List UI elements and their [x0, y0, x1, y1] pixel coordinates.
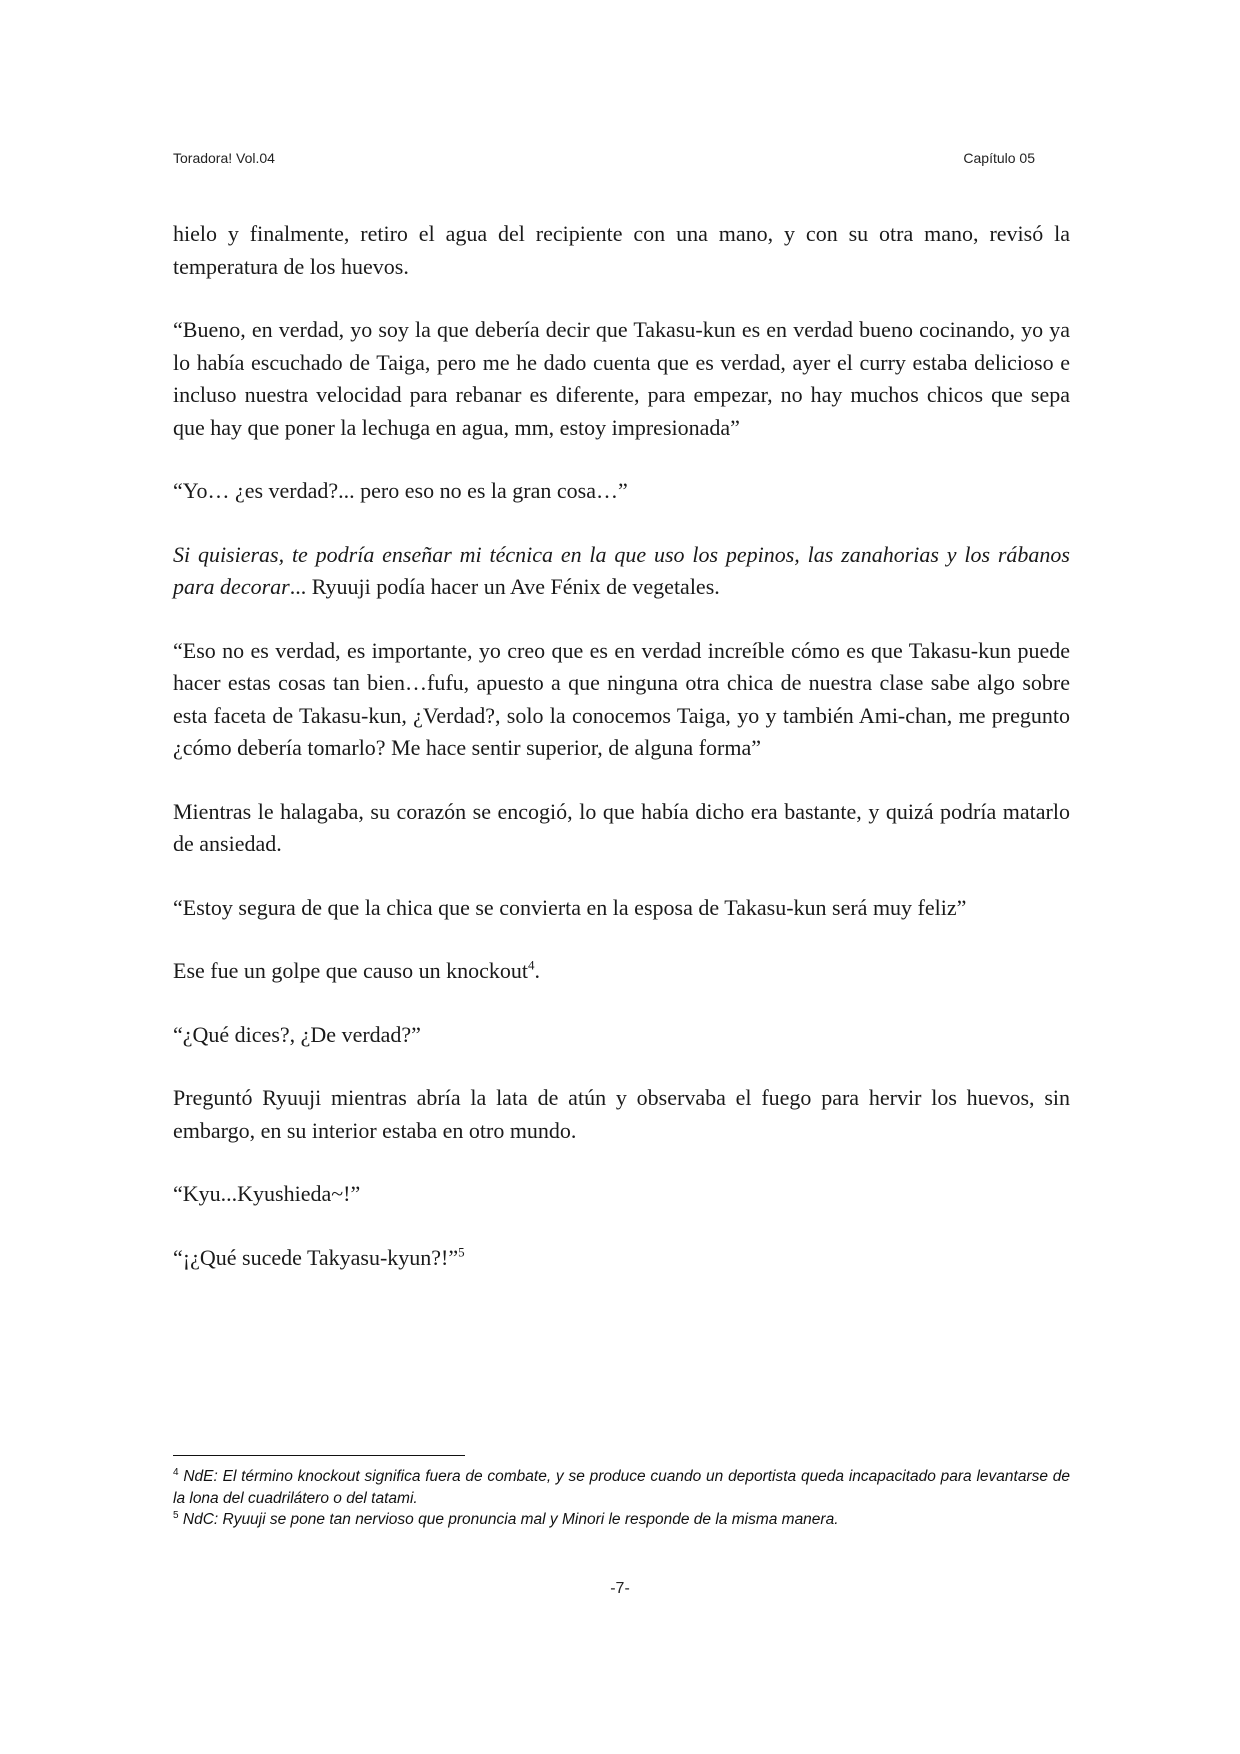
footnote-text: NdE: El término knockout significa fuera de combate, y se produce cuando un deportista queda incapacitado para levantarse de la lona del cuadrilátero o del tatami. — [173, 1468, 1071, 1507]
page-header — [173, 150, 1035, 170]
body-text — [173, 218, 1070, 1305]
last-text: “¡¿Qué sucede Takyasu-kyun?!” — [173, 1244, 459, 1270]
knockout-end: . — [534, 958, 540, 983]
header-chapter: Capítulo 05 — [963, 150, 1035, 166]
footnote-number: 4 — [173, 1466, 179, 1478]
paragraph: “Eso no es verdad, es importante, yo creo que es en verdad increíble cómo es que Takasu-kun puede hacer estas cosas tan bien…fufu, apuesto a que ninguna otra chica de nuestra clase sabe algo sobre esta faceta de Takasu-kun, ¿Verdad?, solo la conocemos Taiga, yo y también Ami-chan, me pregunto ¿cómo debería tomarlo? Me hace sentir superior, de alguna forma” — [173, 637, 1070, 760]
paragraph: “Kyu...Kyushieda~!” — [173, 1181, 361, 1206]
paragraph: hielo y finalmente, retiro el agua del recipiente con una mano, y con su otra mano, revisó la temperatura de los huevos. — [173, 221, 1070, 279]
paragraph: “Bueno, en verdad, yo soy la que debería decir que Takasu-kun es en verdad bueno cocinando, yo ya lo había escuchado de Taiga, pero me he dado cuenta que es verdad, ayer el curry estaba delicioso e incluso nuestra velocidad para rebanar es diferente, para empezar, no hay muchos chicos que sepa que hay que poner la lechuga en agua, mm, estoy impresionada” — [173, 317, 1070, 440]
italic-thought: Si quisieras, te podría enseñar mi técnica en la que uso los pepinos, las zanahorias y los rábanos para decorar — [173, 541, 1070, 599]
paragraph: “¿Qué dices?, ¿De verdad?” — [173, 1021, 421, 1047]
header-book-title: Toradora! Vol.04 — [173, 150, 275, 166]
paragraph-italic-thought — [173, 539, 1070, 604]
footnote — [173, 1509, 1070, 1531]
paragraph: “Estoy segura de que la chica que se convierta en la esposa de Takasu-kun será muy feliz” — [173, 894, 967, 920]
paragraph-last — [173, 1242, 1070, 1275]
paragraph-knockout — [173, 955, 1070, 988]
footnote — [173, 1466, 1070, 1509]
knockout-text: Ese fue un golpe que causo un knockout — [173, 958, 528, 983]
footnote-ref: 5 — [458, 1244, 465, 1260]
paragraph: Mientras le halagaba, su corazón se encogió, lo que había dicho era bastante, y quizá podría matarlo de ansiedad. — [173, 798, 1070, 856]
paragraph: “Yo… ¿es verdad?... pero eso no es la gran cosa…” — [173, 478, 628, 503]
footnote-divider — [173, 1455, 465, 1456]
footnotes — [173, 1466, 1070, 1531]
footnote-ref: 4 — [527, 957, 535, 973]
page-number: -7- — [610, 1580, 630, 1597]
footnote-number: 5 — [173, 1509, 179, 1521]
footnote-text: NdC: Ryuuji se pone tan nervioso que pronuncia mal y Minori le responde de la misma manera. — [182, 1511, 839, 1528]
paragraph: Preguntó Ryuuji mientras abría la lata de atún y observaba el fuego para hervir los huevos, sin embargo, en su interior estaba en otro mundo. — [173, 1085, 1070, 1143]
thought-continuation: ... Ryuuji podía hacer un Ave Fénix de vegetales. — [289, 574, 720, 599]
